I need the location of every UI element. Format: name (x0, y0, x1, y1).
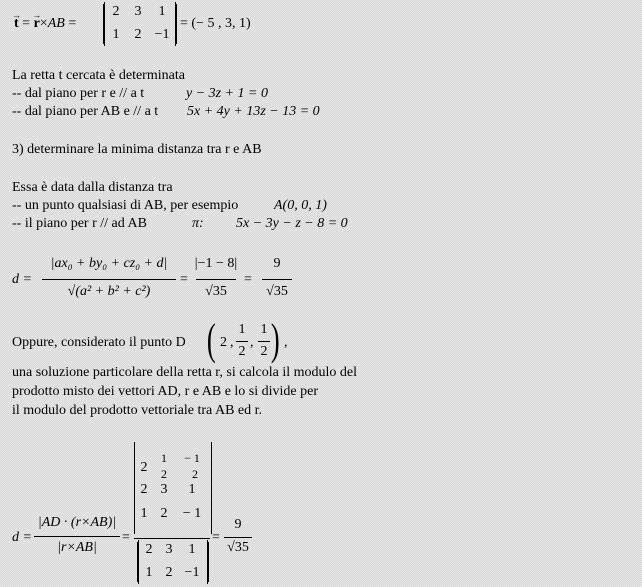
eq-d1-lhs: d = (12, 272, 32, 287)
point-a: A(0, 0, 1) (274, 198, 327, 213)
eq-d1-num: |ax₀ + by₀ + cz₀ + d| (50, 256, 168, 271)
matrix-cell: 1 2 (161, 451, 167, 481)
text-line: prodotto misto dei vettori AD, r e AB e lo si divide per (12, 384, 319, 399)
text-line: Essa è data dalla distanza tra (12, 180, 173, 195)
section-heading: 3) determinare la minima distanza tra r e AB (12, 142, 262, 157)
matrix-cell: − 1 (182, 506, 202, 521)
eq-d2-den: |r×AB| (57, 540, 97, 555)
eq-d1-num3: 9 (273, 256, 281, 271)
eq-t-rhs: = (− 5 , 3, 1) (180, 16, 251, 31)
matrix-cell: 1 (188, 542, 196, 557)
eq-t-lhs: t → = r →×AB = (14, 16, 76, 32)
matrix-cell: −1 (154, 27, 170, 42)
matrix-cell: 1 (145, 565, 153, 580)
det2-matrix (138, 540, 208, 584)
fraction-line (196, 279, 236, 280)
plane-label: π: (192, 216, 204, 231)
matrix-cell: − 1 2 (184, 451, 200, 481)
matrix-cell: 2 (160, 506, 168, 521)
text-line: il modulo del prodotto vettoriale tra AB ed r. (12, 403, 263, 418)
paren-close: ) (270, 315, 280, 364)
eq-d2-num: |AD · (r×AB)| (37, 515, 117, 530)
eq-t-matrix (104, 2, 176, 46)
matrix-cell: 1 (140, 506, 148, 521)
text-line: Oppure, considerato il punto D (12, 335, 186, 350)
matrix-cell: 2 (145, 542, 153, 557)
matrix-cell: 2 (140, 460, 148, 475)
matrix-cell: −1 (184, 565, 200, 580)
eq-d1-den: √(a² + b² + c²) (67, 284, 151, 299)
matrix-cell: 1 (158, 4, 166, 19)
fraction-line (134, 538, 210, 539)
eq-d2-lhs: d = (12, 530, 32, 545)
matrix-cell: 3 (134, 4, 142, 19)
point-d-coord: 2 (220, 335, 227, 350)
equals-sign: = (212, 530, 220, 545)
fraction-line (262, 279, 292, 280)
comma: , (250, 335, 254, 350)
text-line: -- un punto qualsiasi di AB, per esempio (12, 198, 239, 213)
equals-sign: = (180, 272, 188, 287)
eq-d1-num2: |−1 − 8| (194, 256, 238, 271)
equals-sign: = (244, 272, 252, 287)
det3-matrix (134, 442, 212, 534)
matrix-cell: 2 (112, 4, 120, 19)
eq-d1-den3: √35 (266, 284, 288, 299)
eq-d2-result-den: √35 (227, 540, 249, 555)
comma: , (284, 335, 288, 350)
equation-inline: y − 3z + 1 = 0 (186, 86, 269, 101)
point-d-coord: 1 (260, 322, 268, 337)
matrix-cell: 1 (188, 482, 196, 497)
text-line: -- dal piano per AB e // a t (12, 104, 159, 119)
fraction-line (224, 537, 252, 538)
matrix-cell: 2 (134, 27, 142, 42)
matrix-cell: 3 (165, 542, 173, 557)
text-line: -- dal piano per r e // a t (12, 86, 145, 101)
comma: , (230, 335, 234, 350)
text-line: una soluzione particolare della retta r, si calcola il modulo del (12, 365, 358, 380)
fraction-line (34, 536, 120, 537)
matrix-cell: 2 (140, 482, 148, 497)
matrix-cell: 3 (160, 482, 168, 497)
equals-sign: = (122, 530, 130, 545)
fraction-line (236, 341, 248, 342)
paren-open: ( (206, 315, 216, 364)
fraction-line (42, 279, 176, 280)
text-line: -- il piano per r // ad AB (12, 216, 147, 231)
eq-d2-result-num: 9 (234, 517, 242, 532)
plane-equation: 5x − 3y − z − 8 = 0 (236, 216, 348, 231)
text-line: La retta t cercata è determinata (12, 68, 185, 83)
point-d-coord: 2 (238, 344, 246, 359)
point-d-coord: 1 (238, 322, 246, 337)
eq-d1-den2: √35 (205, 284, 227, 299)
equation-inline: 5x + 4y + 13z − 13 = 0 (187, 104, 320, 119)
matrix-cell: 2 (165, 565, 173, 580)
fraction-line (258, 341, 270, 342)
point-d-coord: 2 (260, 344, 268, 359)
matrix-cell: 1 (112, 27, 120, 42)
